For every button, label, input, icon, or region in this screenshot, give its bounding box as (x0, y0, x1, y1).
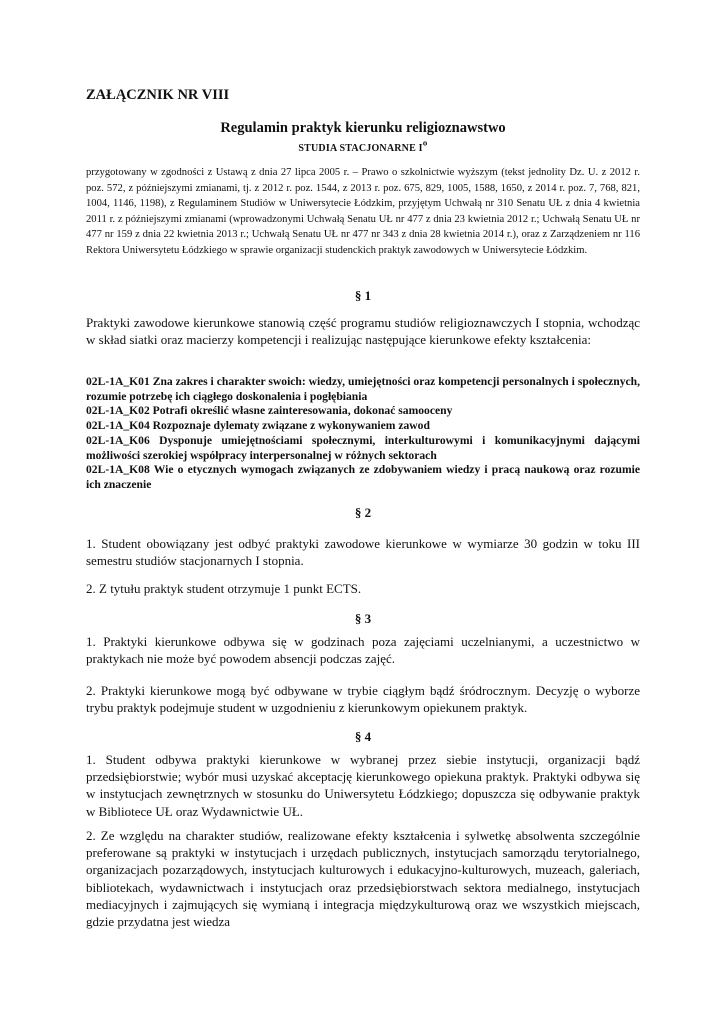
learning-effect-item: 02L-1A_K08 Wie o etycznych wymogach związanych ze zdobywaniem wiedzy i pracą naukową oraz rozumie ich znaczenie (86, 463, 640, 491)
regulation-subtitle-text: STUDIA STACJONARNE I (298, 143, 423, 154)
regulation-subtitle (86, 140, 640, 156)
regulation-title: Regulamin praktyk kierunku religioznawstwo (220, 120, 506, 136)
section-3-heading: § 3 (354, 611, 372, 626)
learning-effect-item: 02L-1A_K02 Potrafi określić własne zainteresowania, dokonać samooceny (86, 404, 453, 418)
section-3-paragraph-1: 1. Praktyki kierunkowe odbywa się w godzinach poza zajęciami uczelnianymi, a uczestnictwo w praktykach nie może być powodem absencji podczas zajęć. (86, 634, 640, 667)
regulation-subtitle-degree: º (422, 140, 428, 155)
learning-effect-item: 02L-1A_K04 Rozpoznaje dylematy związane z wykonywaniem zawod (86, 419, 430, 433)
section-1-heading: § 1 (354, 288, 372, 303)
section-2-heading: § 2 (354, 505, 372, 520)
section-3-paragraph-2: 2. Praktyki kierunkowe mogą być odbywane w trybie ciągłym bądź śródrocznym. Decyzję o wyborze trybu praktyk podejmuje student w uzgodnieniu z kierunkowym opiekunem praktyk. (86, 683, 640, 716)
section-1-paragraph: Praktyki zawodowe kierunkowe stanowią część programu studiów religioznawczych I stopnia, wchodząc w skład siatki oraz macierzy kompetencji i realizując następujące kierunkowe efekty kształcenia: (86, 315, 640, 348)
learning-effect-item: 02L-1A_K01 Zna zakres i charakter swoich: wiedzy, umiejętności oraz kompetencji personalnych i społecznych, rozumie potrzebę ich ciągłego doskonalenia i pogłębiania (86, 375, 640, 403)
section-4-heading: § 4 (354, 729, 372, 744)
section-4-paragraph-2: 2. Ze względu na charakter studiów, realizowane efekty kształcenia i sylwetkę absolwenta szczególnie preferowane są praktyki w instytucjach i urzędach publicznych, instytucjach samorządu terytorialnego, organizacjach pozarządowych, instytucjach kulturowych i edukacyjno-kulturowych, muzeach, galeriach, bibliotekach, wydawnictwach i instytucjach oraz przedsiębiorstwach sektora medialnego, instytucjach mediacyjnych i zajmujących się wymianą i integracja międzykulturową oraz we wszystkich miejscach, gdzie przydatna jest wiedza (86, 828, 640, 930)
learning-effect-item: 02L-1A_K06 Dysponuje umiejętnościami społecznymi, interkulturowymi i komunikacyjnymi dającymi możliwości szerokiej współpracy interpersonalnej w różnych sektorach (86, 433, 640, 462)
section-2-paragraph-2: 2. Z tytułu praktyk student otrzymuje 1 punkt ECTS. (86, 581, 362, 596)
annex-title: ZAŁĄCZNIK NR VIII (86, 87, 230, 103)
learning-effects-list (86, 375, 640, 493)
section-2-paragraph-1: 1. Student obowiązany jest odbyć praktyki zawodowe kierunkowe w wymiarze 30 godzin w toku III semestru studiów stacjonarnych I stopnia. (86, 536, 640, 569)
intro-paragraph: przygotowany w zgodności z Ustawą z dnia 27 lipca 2005 r. – Prawo o szkolnictwie wyższym (tekst jednolity Dz. U. z 2012 r. poz. 572, z późniejszymi zmianami, tj. z 2012 r. poz. 1544, z 2013 r. poz. 675, 829, 1005, 1588, 1650, z 2014 r. poz. 7, 768, 821, 1004, 1146, 1198), z Regulaminem Studiów w Uniwersytecie Łódzkim, przyjętym Uchwałą nr 310 Senatu UŁ z dnia 4 kwietnia 2011 r. z późniejszymi zmianami (wprowadzonymi Uchwałą Senatu UŁ nr 477 z dnia 23 kwietnia 2012 r.; Uchwałą Senatu UŁ nr 477 nr 159 z dnia 22 kwietnia 2013 r.; Uchwałą Senatu UŁ nr 477 nr 343 z dnia 28 kwietnia 2014 r.), oraz z Zarządzeniem nr 116 Rektora Uniwersytetu Łódzkiego w sprawie organizacji studenckich praktyk zawodowych w Uniwersytecie Łódzkim. (86, 167, 640, 256)
section-4-paragraph-1: 1. Student odbywa praktyki kierunkowe w wybranej przez siebie instytucji, organizacji bądź przedsiębiorstwie; wybór musi uzyskać akceptację kierunkowego opiekuna praktyk. Praktyki odbywa się w instytucjach zewnętrznych w stosunku do Uniwersytetu Łódzkiego; dopuszcza się odbywanie praktyk w Bibliotece UŁ oraz Wydawnictwie UŁ. (86, 752, 640, 819)
